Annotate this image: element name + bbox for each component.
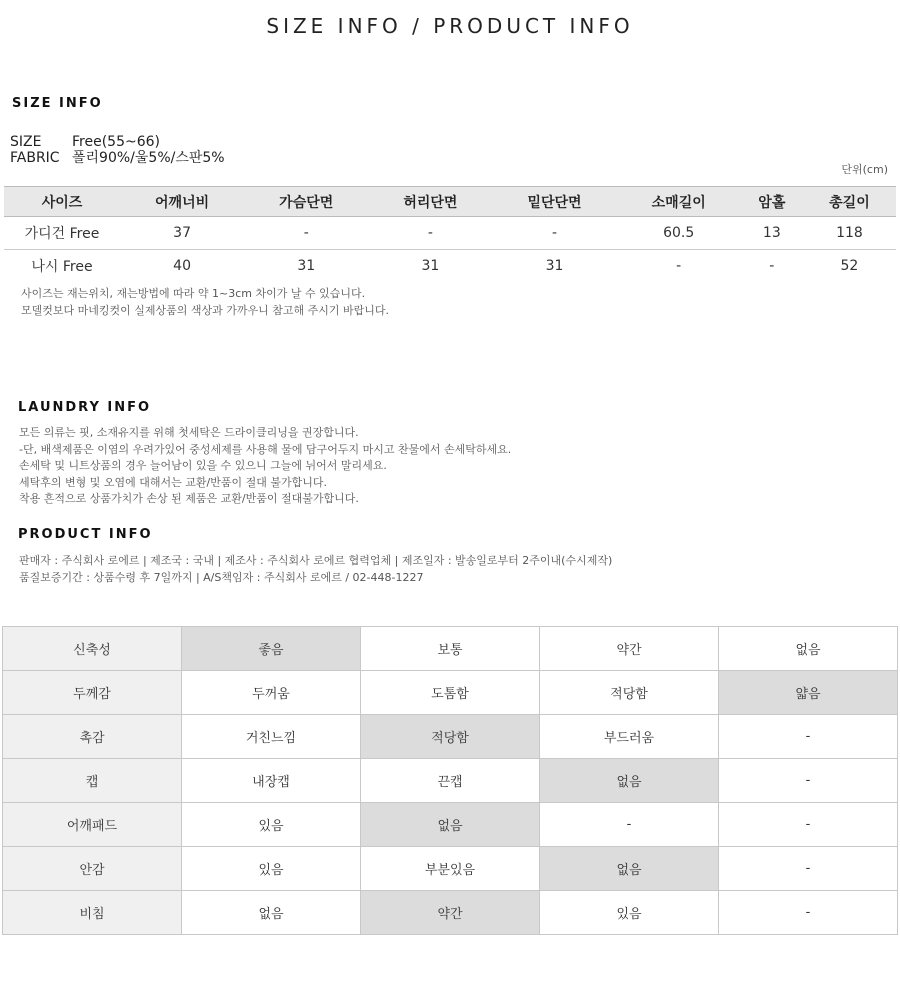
property-option: -: [719, 891, 898, 935]
property-option: -: [719, 759, 898, 803]
unit-label: 단위(cm): [841, 163, 888, 176]
table-row: [4, 217, 896, 250]
property-option: 두꺼움: [182, 671, 361, 715]
size-value: Free(55~66): [72, 134, 160, 150]
table-cell: 나시 Free: [31, 259, 93, 276]
property-option: 없음: [182, 891, 361, 935]
property-option: 있음: [540, 891, 719, 935]
table-cell: 40: [173, 258, 191, 275]
property-label: 캡: [3, 759, 182, 803]
property-option: 끈캡: [361, 759, 540, 803]
header-chest: 가슴단면: [244, 187, 368, 217]
size-table-header-row: [4, 187, 896, 217]
table-cell: 13: [741, 217, 803, 250]
table-cell: -: [676, 258, 682, 275]
property-option-selected: 없음: [361, 803, 540, 847]
fabric-value: 폴리90%/울5%/스판5%: [72, 150, 225, 166]
header-armhole: 암홀: [741, 187, 803, 217]
table-cell: 60.5: [617, 217, 741, 250]
property-option-selected: 얇음: [719, 671, 898, 715]
property-option-selected: 적당함: [361, 715, 540, 759]
size-info-heading: SIZE INFO: [12, 96, 103, 111]
laundry-line: -단, 배색제품은 이염의 우려가있어 중성세제를 사용해 물에 담구어두지 마시고 찬물에서 손세탁하세요.: [19, 442, 512, 456]
table-row: [4, 250, 896, 283]
table-cell: 31: [545, 258, 564, 275]
size-notes: [21, 285, 389, 319]
header-sleeve: 소매길이: [617, 187, 741, 217]
size-label: SIZE: [10, 134, 42, 150]
property-label: 비침: [3, 891, 182, 935]
property-option: 거친느낌: [182, 715, 361, 759]
header-hem: 밑단단면: [492, 187, 616, 217]
table-cell: 52: [840, 258, 859, 275]
property-option: 적당함: [540, 671, 719, 715]
property-option: -: [719, 847, 898, 891]
property-label: 신축성: [3, 627, 182, 671]
property-option-selected: 없음: [540, 847, 719, 891]
property-option: 부드러움: [540, 715, 719, 759]
table-cell: 31: [421, 258, 440, 275]
laundry-line: 착용 흔적으로 상품가치가 손상 된 제품은 교환/반품이 절대불가합니다.: [19, 492, 359, 505]
property-row: [3, 627, 898, 671]
property-option-selected: 약간: [361, 891, 540, 935]
property-table: [2, 626, 898, 935]
laundry-line: 손세탁 및 니트상품의 경우 늘어남이 있을 수 있으니 그늘에 뉘어서 말리세요.: [19, 459, 387, 472]
product-info-text: [19, 553, 612, 586]
property-option: 있음: [182, 803, 361, 847]
note-line: 사이즈는 재는위치, 재는방법에 따라 약 1~3cm 차이가 날 수 있습니다.: [21, 287, 366, 300]
property-option: 보통: [361, 627, 540, 671]
laundry-info-text: [19, 425, 511, 508]
property-label: 두께감: [3, 671, 182, 715]
header-waist: 허리단면: [368, 187, 492, 217]
property-option: -: [540, 803, 719, 847]
laundry-line: 세탁후의 변형 및 오염에 대해서는 교환/반품이 절대 불가합니다.: [19, 475, 327, 489]
property-option-selected: 없음: [540, 759, 719, 803]
laundry-info-heading: LAUNDRY INFO: [18, 400, 152, 415]
size-table: [4, 186, 896, 283]
property-label: 촉감: [3, 715, 182, 759]
property-row: [3, 759, 898, 803]
table-cell: -: [244, 217, 368, 250]
laundry-line: 모든 의류는 핏, 소재유지를 위해 첫세탁은 드라이클리닝을 권장합니다.: [19, 426, 359, 439]
table-cell: 37: [120, 217, 244, 250]
product-line: 판매자 : 주식회사 로에르 | 제조국 : 국내 | 제조사 : 주식회사 로에르 협력업체 | 제조일자 : 발송일로부터 2주이내(수시제작): [19, 554, 613, 567]
page-title: SIZE INFO / PRODUCT INFO: [266, 14, 634, 38]
fabric-label: FABRIC: [10, 150, 60, 166]
table-cell: -: [769, 258, 775, 275]
property-row: [3, 715, 898, 759]
property-option: 부분있음: [361, 847, 540, 891]
header-total-length: 총길이: [803, 187, 896, 217]
property-option: 약간: [540, 627, 719, 671]
table-cell: 31: [297, 258, 316, 275]
table-cell: 118: [803, 217, 896, 250]
size-fabric-block: [10, 134, 225, 166]
property-option-selected: 좋음: [182, 627, 361, 671]
property-option: -: [719, 803, 898, 847]
table-cell: 가디건 Free: [4, 217, 120, 250]
product-info-heading: PRODUCT INFO: [18, 527, 153, 542]
property-option: 내장캡: [182, 759, 361, 803]
table-cell: -: [492, 217, 616, 250]
property-option: -: [719, 715, 898, 759]
property-label: 어깨패드: [3, 803, 182, 847]
property-row: [3, 671, 898, 715]
table-cell: -: [368, 217, 492, 250]
property-label: 안감: [3, 847, 182, 891]
property-option: 도톰함: [361, 671, 540, 715]
property-option: 있음: [182, 847, 361, 891]
property-row: [3, 891, 898, 935]
header-shoulder: 어깨너비: [120, 187, 244, 217]
property-row: [3, 803, 898, 847]
product-line: 품질보증기간 : 상품수령 후 7일까지 | A/S책임자 : 주식회사 로에르 / 02-448-1227: [19, 570, 424, 584]
property-row: [3, 847, 898, 891]
note-line: 모델컷보다 마네킹컷이 실제상품의 색상과 가까우니 참고해 주시기 바랍니다.: [21, 304, 390, 317]
header-size: 사이즈: [4, 187, 120, 217]
property-option: 없음: [719, 627, 898, 671]
